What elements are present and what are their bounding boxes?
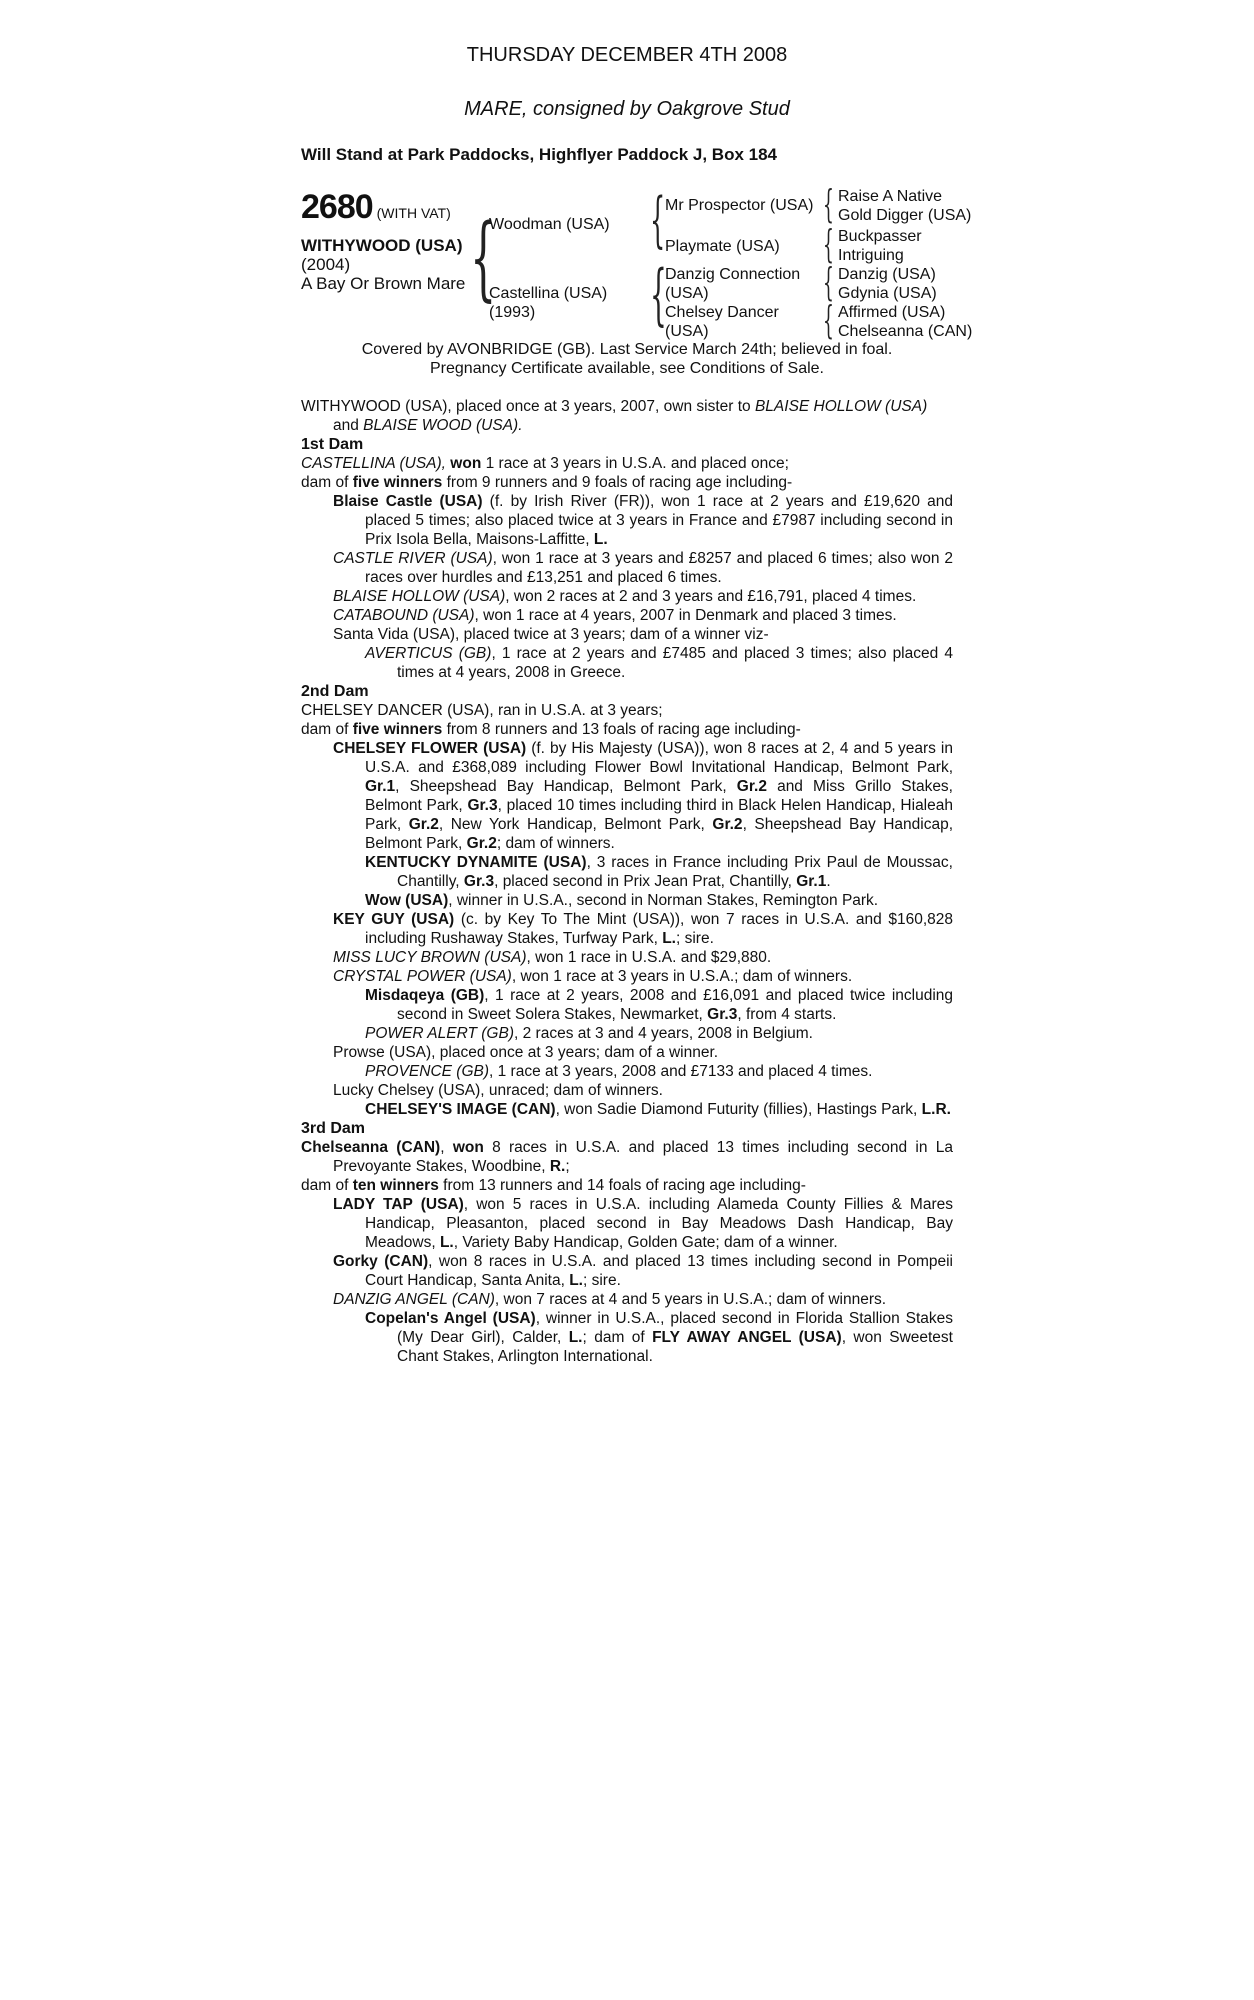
consignment-line: MARE, consigned by Oakgrove Stud [464, 98, 790, 120]
lot-number-block [301, 188, 451, 227]
pedigree-dam-sire-2: (USA) [665, 285, 709, 302]
first-dam-heading: 1st Dam [301, 436, 364, 453]
pedigree-ddd: Chelseanna (CAN) [838, 323, 973, 340]
produce-entry: Prowse (USA), placed once at 3 years; dam of a winner. [333, 1044, 719, 1061]
produce-entry: CATABOUND (USA), won 1 race at 4 years, 2007 in Denmark and placed 3 times. [333, 607, 897, 624]
pedigree-dam-dam-2: (USA) [665, 323, 709, 340]
second-dam-produce: dam of five winners from 8 runners and 13 foals of racing age including- [301, 721, 801, 738]
pedigree-dam-year: (1993) [489, 304, 536, 321]
third-dam-heading: 3rd Dam [301, 1120, 366, 1137]
produce-entry: Santa Vida (USA), placed twice at 3 years; dam of a winner viz- [333, 626, 769, 643]
produce-entry: MISS LUCY BROWN (USA), won 1 race in U.S.A. and $29,880. [333, 949, 772, 966]
third-dam-line: Chelseanna (CAN), won 8 races in U.S.A. and placed 13 times including second in La Prevoyante Stakes, Woodbine, R.; [301, 1139, 953, 1175]
pedigree-sss: Raise A Native [838, 188, 943, 205]
first-dam-line: CASTELLINA (USA), won 1 race at 3 years in U.S.A. and placed once; [301, 455, 789, 472]
pedigree-dss: Danzig (USA) [838, 266, 936, 283]
produce-entry: DANZIG ANGEL (CAN), won 7 races at 4 and 5 years in U.S.A.; dam of winners. [333, 1291, 887, 1308]
horse-info [301, 236, 465, 293]
pedigree-dsd: Gdynia (USA) [838, 285, 937, 302]
horse-description: A Bay Or Brown Mare [301, 274, 466, 293]
pedigree-brace-3d: { [823, 298, 834, 342]
horse-name: WITHYWOOD (USA) [301, 236, 463, 255]
produce-entry: Lucky Chelsey (USA), unraced; dam of winners. [333, 1082, 663, 1099]
produce-entry: CASTLE RIVER (USA), won 1 race at 3 years and £8257 and placed 6 times; also won 2 races over hurdles and £13,251 and placed 6 times. [333, 550, 953, 586]
grand-produce-entry: Copelan's Angel (USA), winner in U.S.A., placed second in Florida Stallion Stakes (My Dear Girl), Calder, L.; dam of FLY AWAY ANGEL (USA), won Sweetest Chant Stakes, Arlington International. [365, 1310, 953, 1365]
produce-entry: KEY GUY (USA) (c. by Key To The Mint (USA)), won 7 races in U.S.A. and $160,828 including Rushaway Stakes, Turfway Park, L.; sire. [333, 911, 954, 947]
produce-entry: Blaise Castle (USA) (f. by Irish River (FR)), won 1 race at 2 years and £19,620 and placed 5 times; also placed twice at 3 years in France and £7987 including second in Prix Isola Bella, Maisons-Laffitte, L. [333, 493, 953, 548]
pedigree-brace-3b: { [823, 222, 834, 266]
produce-entry: CRYSTAL POWER (USA), won 1 race at 3 years in U.S.A.; dam of winners. [333, 968, 853, 985]
vat-note: (WITH VAT) [376, 205, 451, 221]
grand-produce-entry: CHELSEY'S IMAGE (CAN), won Sadie Diamond Futurity (fillies), Hastings Park, L.R. [365, 1101, 951, 1118]
produce-entry: Gorky (CAN), won 8 races in U.S.A. and placed 13 times including second in Pompeii Court Handicap, Santa Anita, L.; sire. [333, 1253, 953, 1289]
pedigree-brace-1: { [470, 204, 497, 311]
intro-paragraph: WITHYWOOD (USA), placed once at 3 years, 2007, own sister to BLAISE HOLLOW (USA) and BLAISE WOOD (USA). [301, 398, 928, 434]
covered-note [0, 340, 1254, 378]
pedigree-brace-2b: { [650, 256, 667, 333]
pedigree-sds: Buckpasser [838, 228, 922, 245]
horse-year: (2004) [301, 255, 351, 274]
stand-location: Will Stand at Park Paddocks, Highflyer Paddock J, Box 184 [301, 145, 777, 164]
grand-produce-entry: Misdaqeya (GB), 1 race at 2 years, 2008 and £16,091 and placed twice including second in Sweet Solera Stakes, Newmarket, Gr.3, from 4 starts. [365, 987, 954, 1023]
grand-produce-entry: Wow (USA), winner in U.S.A., second in Norman Stakes, Remington Park. [365, 892, 879, 909]
third-dam-produce: dam of ten winners from 13 runners and 14 foals of racing age including- [301, 1177, 806, 1194]
first-dam-produce: dam of five winners from 9 runners and 9 foals of racing age including- [301, 474, 793, 491]
produce-entry: CHELSEY FLOWER (USA) (f. by His Majesty (USA)), won 8 races at 2, 4 and 5 years in U.S.A. and £368,089 including Flower Bowl Invitational Handicap, Belmont Park, Gr.1, Sheepshead Bay Handicap, Belmont Park, Gr.2 and Miss Grillo Stakes, Belmont Park, Gr.3, placed 10 times including third in Black Helen Handicap, Hialeah Park, Gr.2, New York Handicap, Belmont Park, Gr.2, Sheepshead Bay Handicap, Belmont Park, Gr.2; dam of winners. [333, 740, 954, 852]
covered-line-2: Pregnancy Certificate available, see Conditions of Sale. [430, 360, 824, 377]
pedigree-dam-sire-1: Danzig Connection [665, 266, 801, 283]
grand-produce-entry: PROVENCE (GB), 1 race at 3 years, 2008 and £7133 and placed 4 times. [365, 1063, 873, 1080]
second-dam-line: CHELSEY DANCER (USA), ran in U.S.A. at 3 years; [301, 702, 663, 719]
pedigree-notes [301, 397, 953, 1366]
pedigree-brace-3a: { [823, 182, 834, 226]
grand-produce-entry: POWER ALERT (GB), 2 races at 3 and 4 years, 2008 in Belgium. [365, 1025, 813, 1042]
pedigree-sire-sire: Mr Prospector (USA) [665, 197, 814, 214]
produce-entry: BLAISE HOLLOW (USA), won 2 races at 2 and 3 years and £16,791, placed 4 times. [333, 588, 917, 605]
second-dam-heading: 2nd Dam [301, 683, 369, 700]
lot-number: 2680 [301, 188, 373, 226]
pedigree-dds: Affirmed (USA) [838, 304, 946, 321]
covered-line-1: Covered by AVONBRIDGE (GB). Last Service March 24th; believed in foal. [361, 341, 893, 358]
pedigree-sire-dam: Playmate (USA) [665, 238, 780, 255]
pedigree-sdd: Intriguing [838, 247, 904, 264]
pedigree-sire: Woodman (USA) [489, 216, 610, 233]
grand-produce-entry: KENTUCKY DYNAMITE (USA), 3 races in France including Prix Paul de Moussac, Chantilly, Gr.3, placed second in Prix Jean Prat, Chantilly, Gr.1. [365, 854, 953, 890]
grand-produce-entry: AVERTICUS (GB), 1 race at 2 years and £7485 and placed 3 times; also placed 4 times at 4 years, 2008 in Greece. [365, 645, 953, 681]
pedigree-brace-2a: { [650, 185, 666, 255]
pedigree-brace-3c: { [823, 260, 834, 304]
sale-date: THURSDAY DECEMBER 4TH 2008 [466, 44, 788, 66]
produce-entry: LADY TAP (USA), won 5 races in U.S.A. including Alameda County Fillies & Mares Handicap, Pleasanton, placed second in Bay Meadows Dash Handicap, Bay Meadows, L., Variety Baby Handicap, Golden Gate; dam of a winner. [333, 1196, 953, 1251]
pedigree-dam-dam-1: Chelsey Dancer [665, 304, 779, 321]
pedigree-ssd: Gold Digger (USA) [838, 207, 972, 224]
pedigree-dam: Castellina (USA) [489, 285, 608, 302]
